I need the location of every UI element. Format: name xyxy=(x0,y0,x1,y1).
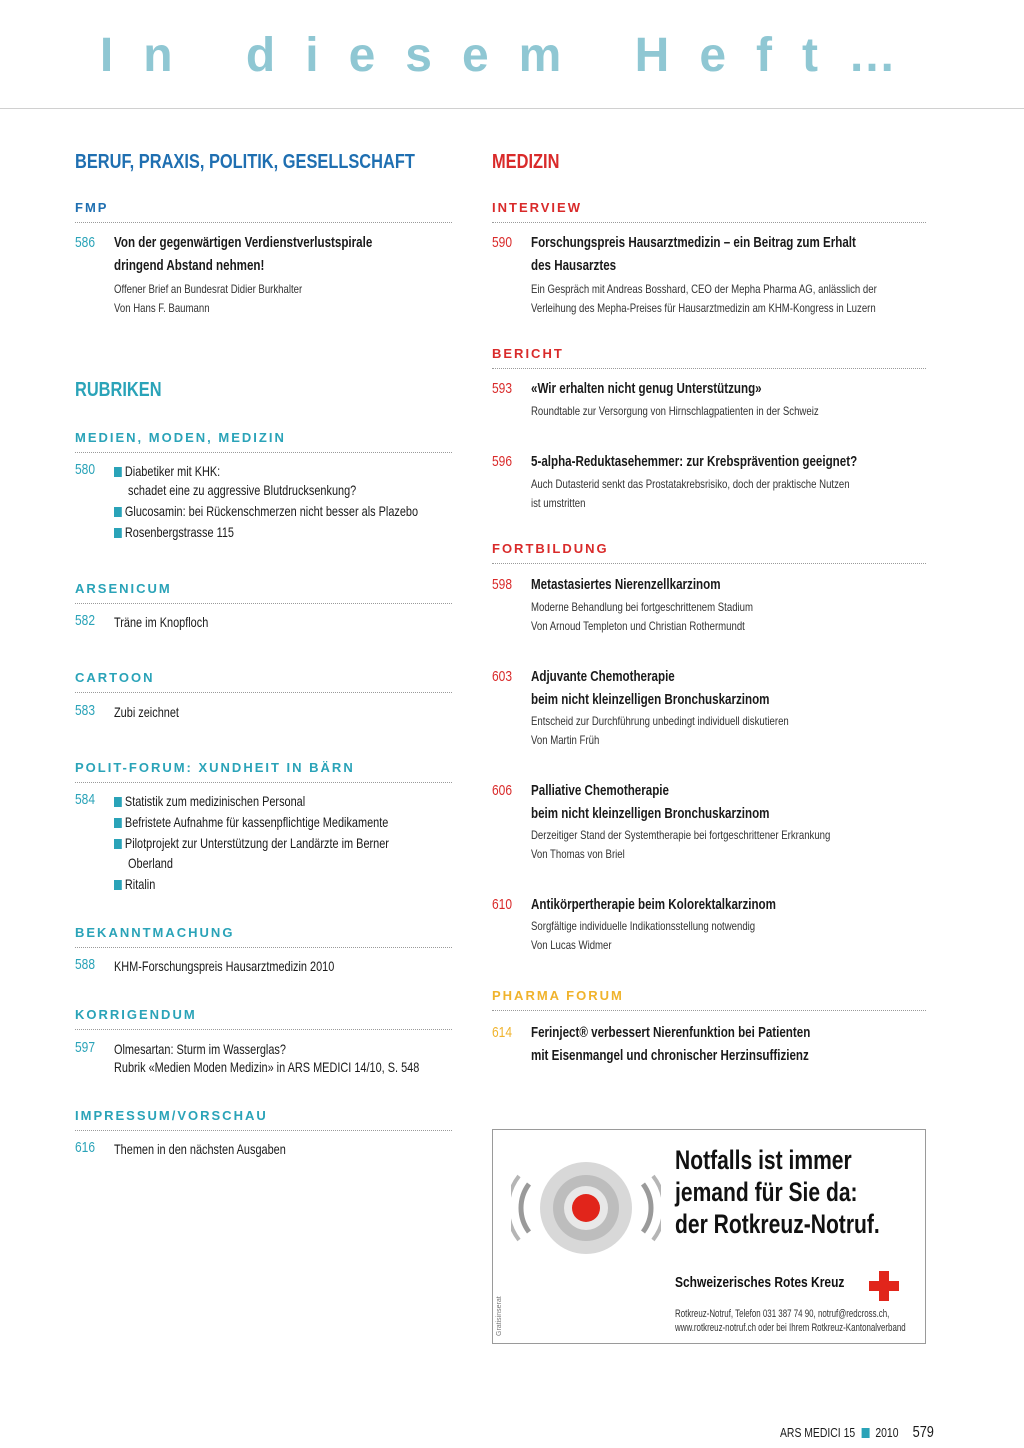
page-number[interactable]: 606 xyxy=(492,782,513,799)
footer-year: 2010 xyxy=(875,1425,899,1440)
section-title-medizin: MEDIZIN xyxy=(492,151,560,173)
page-number[interactable]: 603 xyxy=(492,668,513,685)
article-subtitle: Roundtable zur Versorgung von Hirnschlagpatienten in der Schweiz xyxy=(531,404,819,418)
footer-page-number: 579 xyxy=(912,1424,934,1441)
advertisement-box[interactable] xyxy=(492,1129,926,1344)
category-fmp: FMP xyxy=(75,200,109,215)
article-title-cont[interactable]: dringend Abstand nehmen! xyxy=(114,258,265,274)
footer-square-icon xyxy=(861,1428,869,1438)
article-author: Von Martin Früh xyxy=(531,733,600,747)
page-footer xyxy=(780,1424,934,1442)
section-title-beruf: BERUF, PRAXIS, POLITIK, GESELLSCHAFT xyxy=(75,151,415,173)
page-number[interactable]: 614 xyxy=(492,1024,513,1041)
article-subtitle: Sorgfältige individuelle Indikationsstellung notwendig xyxy=(531,919,756,933)
list-item[interactable]: Träne im Knopfloch xyxy=(114,614,209,630)
page-number[interactable]: 588 xyxy=(75,956,96,973)
category-polit-forum: POLIT-FORUM: XUNDHEIT IN BÄRN xyxy=(75,760,355,775)
list-item-cont[interactable]: schadet eine zu aggressive Blutdrucksenkung? xyxy=(128,482,357,498)
category-impressum: IMPRESSUM/VORSCHAU xyxy=(75,1108,268,1123)
article-title-cont[interactable]: mit Eisenmangel und chronischer Herzinsuffizienz xyxy=(531,1048,809,1064)
article-title[interactable]: Metastasiertes Nierenzellkarzinom xyxy=(531,577,721,593)
page-number[interactable]: 616 xyxy=(75,1139,96,1156)
category-fortbildung: FORTBILDUNG xyxy=(492,541,609,556)
article-title-cont[interactable]: beim nicht kleinzelligen Bronchuskarzinom xyxy=(531,692,770,708)
article-subtitle-cont: Verleihung des Mepha-Preises für Hausarztmedizin am KHM-Kongress in Luzern xyxy=(531,301,876,315)
header-rule xyxy=(0,108,1024,109)
page-number[interactable]: 610 xyxy=(492,896,513,913)
section-title-rubriken: RUBRIKEN xyxy=(75,379,162,401)
category-cartoon: CARTOON xyxy=(75,670,155,685)
alarm-signal-icon xyxy=(511,1148,661,1268)
bullet-square-icon xyxy=(114,880,122,890)
list-item[interactable]: Rosenbergstrasse 115 xyxy=(114,522,234,543)
dotted-divider xyxy=(492,368,926,369)
bullet-square-icon xyxy=(114,467,122,477)
article-title-cont[interactable]: des Hausarztes xyxy=(531,258,617,274)
category-korrigendum: KORRIGENDUM xyxy=(75,1007,197,1022)
ad-side-note: Gratisinserat xyxy=(496,1296,503,1336)
dotted-divider xyxy=(75,603,452,604)
ad-organization: Schweizerisches Rotes Kreuz xyxy=(675,1274,845,1291)
page-number[interactable]: 598 xyxy=(492,576,513,593)
article-author: Von Lucas Widmer xyxy=(531,938,612,952)
masthead-title: In diesem Heft… xyxy=(99,29,926,82)
page-number[interactable]: 582 xyxy=(75,612,96,629)
article-title[interactable]: «Wir erhalten nicht genug Unterstützung» xyxy=(531,381,762,397)
dotted-divider xyxy=(75,1130,452,1131)
dotted-divider xyxy=(75,947,452,948)
article-title-cont[interactable]: beim nicht kleinzelligen Bronchuskarzinom xyxy=(531,806,770,822)
ad-headline: Notfalls ist immer xyxy=(675,1145,852,1175)
page-number[interactable]: 584 xyxy=(75,791,96,808)
dotted-divider xyxy=(75,1029,452,1030)
article-title[interactable]: Ferinject® verbessert Nierenfunktion bei Patienten xyxy=(531,1025,811,1041)
page-number[interactable]: 580 xyxy=(75,461,96,478)
journal-name: ARS MEDICI 15 xyxy=(780,1425,856,1440)
article-title[interactable]: Forschungspreis Hausarztmedizin – ein Beitrag zum Erhalt xyxy=(531,235,856,251)
page-number[interactable]: 590 xyxy=(492,234,513,251)
bullet-square-icon xyxy=(114,797,122,807)
dotted-divider xyxy=(75,782,452,783)
article-subtitle-cont: ist umstritten xyxy=(531,496,586,510)
list-item[interactable]: Diabetiker mit KHK: xyxy=(114,461,220,482)
article-title[interactable]: Antikörpertherapie beim Kolorektalkarzinom xyxy=(531,897,776,913)
red-cross-icon xyxy=(869,1271,899,1301)
ad-contact[interactable]: Rotkreuz-Notruf, Telefon 031 387 74 90, notruf@redcross.ch, xyxy=(675,1308,890,1320)
bullet-square-icon xyxy=(114,528,122,538)
list-item[interactable]: Befristete Aufnahme für kassenpflichtige Medikamente xyxy=(114,812,388,833)
bullet-square-icon xyxy=(114,507,122,517)
page-number[interactable]: 583 xyxy=(75,702,96,719)
list-item[interactable]: Olmesartan: Sturm im Wasserglas? xyxy=(114,1041,286,1057)
category-bekanntmachung: BEKANNTMACHUNG xyxy=(75,925,235,940)
article-title[interactable]: 5-alpha-Reduktasehemmer: zur Krebsprävention geeignet? xyxy=(531,454,858,470)
dotted-divider xyxy=(75,222,452,223)
category-interview: INTERVIEW xyxy=(492,200,582,215)
dotted-divider xyxy=(492,222,926,223)
article-author: Von Arnoud Templeton und Christian Rothermundt xyxy=(531,619,745,633)
article-author: Von Hans F. Baumann xyxy=(114,301,210,315)
article-title[interactable]: Von der gegenwärtigen Verdienstverlustspirale xyxy=(114,235,373,251)
article-subtitle: Derzeitiger Stand der Systemtherapie bei fortgeschrittener Erkrankung xyxy=(531,828,831,842)
article-subtitle: Ein Gespräch mit Andreas Bosshard, CEO der Mepha Pharma AG, anlässlich der xyxy=(531,282,877,296)
page-number[interactable]: 593 xyxy=(492,380,513,397)
list-item[interactable]: Glucosamin: bei Rückenschmerzen nicht besser als Plazebo xyxy=(114,501,418,522)
page-number[interactable]: 597 xyxy=(75,1039,96,1056)
article-title[interactable]: Palliative Chemotherapie xyxy=(531,783,669,799)
list-item[interactable]: Zubi zeichnet xyxy=(114,704,179,720)
list-item[interactable]: KHM-Forschungspreis Hausarztmedizin 2010 xyxy=(114,958,335,974)
bullet-square-icon xyxy=(114,839,122,849)
dotted-divider xyxy=(492,1010,926,1011)
list-item[interactable]: Ritalin xyxy=(114,874,155,895)
bullet-square-icon xyxy=(114,818,122,828)
article-title[interactable]: Adjuvante Chemotherapie xyxy=(531,669,675,685)
category-arsenicum: ARSENICUM xyxy=(75,581,172,596)
dotted-divider xyxy=(75,452,452,453)
dotted-divider xyxy=(492,563,926,564)
list-item[interactable]: Themen in den nächsten Ausgaben xyxy=(114,1141,286,1157)
article-subtitle: Auch Dutasterid senkt das Prostatakrebsrisiko, doch der praktische Nutzen xyxy=(531,477,850,491)
ad-contact-line2[interactable]: www.rotkreuz-notruf.ch oder bei Ihrem Rotkreuz-Kantonalverband xyxy=(675,1322,906,1334)
ad-headline-line3: der Rotkreuz-Notruf. xyxy=(675,1209,880,1239)
dotted-divider xyxy=(75,692,452,693)
list-item[interactable]: Pilotprojekt zur Unterstützung der Landärzte im Berner xyxy=(114,833,389,854)
page-number[interactable]: 596 xyxy=(492,453,513,470)
article-subtitle: Moderne Behandlung bei fortgeschrittenem Stadium xyxy=(531,600,753,614)
category-bericht: BERICHT xyxy=(492,346,564,361)
category-medien: MEDIEN, MODEN, MEDIZIN xyxy=(75,430,286,445)
list-item-cont: Rubrik «Medien Moden Medizin» in ARS MEDICI 14/10, S. 548 xyxy=(114,1059,420,1075)
page-number[interactable]: 586 xyxy=(75,234,96,251)
list-item[interactable]: Statistik zum medizinischen Personal xyxy=(114,791,305,812)
article-subtitle: Entscheid zur Durchführung unbedingt individuell diskutieren xyxy=(531,714,789,728)
article-author: Von Thomas von Briel xyxy=(531,847,625,861)
ad-headline-line2: jemand für Sie da: xyxy=(675,1177,858,1207)
article-subtitle: Offener Brief an Bundesrat Didier Burkhalter xyxy=(114,282,303,296)
category-pharma-forum: PHARMA FORUM xyxy=(492,988,624,1003)
list-item-cont[interactable]: Oberland xyxy=(128,855,173,871)
